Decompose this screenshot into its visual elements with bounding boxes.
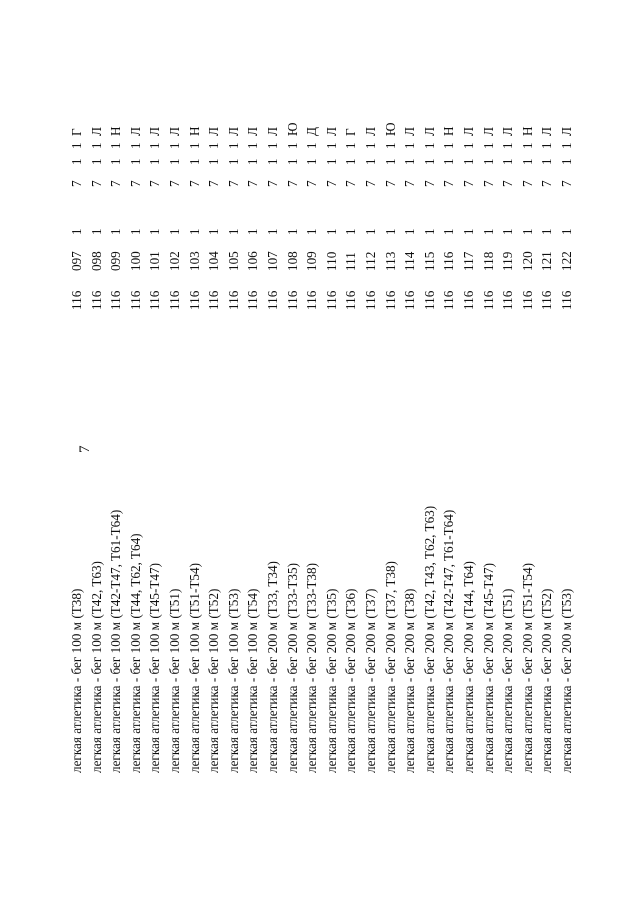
discipline-name: легкая атлетика - бег 100 м (T53): [225, 588, 241, 773]
discipline-name: легкая атлетика - бег 200 м (T51): [500, 588, 516, 773]
code-digit-2: 7: [382, 180, 398, 187]
code-digit-1: 1: [323, 228, 339, 235]
code-number: 111: [343, 252, 359, 271]
code-number: 110: [323, 251, 339, 271]
code-group: 116: [461, 290, 476, 310]
code-group: 116: [265, 290, 280, 310]
code-letter: Н: [186, 126, 202, 136]
code-number: 102: [167, 251, 182, 271]
code-group: 116: [519, 290, 535, 310]
discipline-name: легкая атлетика - бег 100 м (T42, T63): [88, 561, 104, 773]
code-group: 116: [500, 290, 516, 310]
code-digit-2: 7: [127, 180, 143, 187]
code-digit-1: 1: [108, 228, 124, 235]
table-row: [127, 0, 145, 905]
code-letter: Л: [206, 127, 222, 136]
code-group: 116: [421, 290, 437, 310]
code-digit-2: 7: [363, 180, 378, 187]
code-digit-2: 7: [323, 180, 339, 187]
discipline-name: легкая атлетика - бег 200 м (T38): [402, 588, 418, 773]
code-digit-2: 7: [304, 180, 320, 187]
code-digit-2: 7: [480, 180, 496, 187]
code-digit-3: 1: [69, 158, 84, 165]
code-number: 116: [441, 251, 457, 271]
code-letter: Д: [304, 127, 320, 136]
code-digit-4: 1: [265, 142, 280, 149]
sport-discipline-table: [68, 0, 578, 905]
code-digit-2: 7: [500, 180, 516, 187]
code-group: 116: [402, 290, 418, 310]
code-group: 116: [363, 290, 378, 310]
code-group: 116: [69, 290, 84, 310]
code-digit-1: 1: [559, 228, 574, 235]
code-digit-2: 7: [108, 180, 124, 187]
code-digit-4: 1: [323, 142, 339, 149]
code-letter: Л: [127, 127, 143, 136]
code-digit-2: 7: [284, 180, 300, 187]
discipline-name: легкая атлетика - бег 200 м (T33-T38): [304, 563, 320, 773]
code-number: 114: [402, 251, 418, 271]
table-row: [558, 0, 576, 905]
discipline-name: легкая атлетика - бег 100 м (T44, T62, T64): [127, 533, 143, 773]
code-digit-4: 1: [147, 142, 163, 149]
code-group: 116: [441, 290, 457, 310]
code-digit-2: 7: [69, 180, 84, 187]
code-digit-4: 1: [108, 142, 124, 149]
code-digit-1: 1: [441, 228, 457, 235]
code-digit-3: 1: [245, 158, 261, 165]
code-letter: Н: [441, 126, 457, 136]
code-digit-4: 1: [480, 142, 496, 149]
code-group: 116: [304, 290, 320, 310]
code-group: 116: [167, 290, 182, 310]
table-row: [421, 0, 439, 905]
discipline-name: легкая атлетика - бег 200 м (T33, T34): [265, 561, 280, 773]
table-row: [480, 0, 498, 905]
code-digit-4: 1: [127, 142, 143, 149]
discipline-name: легкая атлетика - бег 100 м (T45-T47): [147, 563, 163, 773]
code-digit-4: 1: [343, 142, 359, 149]
code-digit-1: 1: [421, 228, 437, 235]
code-letter: Л: [402, 127, 418, 136]
discipline-name: легкая атлетика - бег 200 м (T53): [559, 588, 574, 773]
code-letter: Л: [363, 127, 378, 136]
code-number: 100: [127, 251, 143, 271]
code-group: 116: [206, 290, 222, 310]
code-digit-1: 1: [304, 228, 320, 235]
discipline-name: легкая атлетика - бег 200 м (T45-T47): [480, 563, 496, 773]
code-letter: Л: [559, 127, 574, 136]
table-row: [146, 0, 164, 905]
code-digit-1: 1: [343, 228, 359, 235]
code-digit-3: 1: [265, 158, 280, 165]
code-digit-3: 1: [88, 158, 104, 165]
code-digit-1: 1: [167, 228, 182, 235]
table-row: [538, 0, 556, 905]
code-letter: Л: [500, 127, 516, 136]
code-digit-3: 1: [500, 158, 516, 165]
code-number: 099: [108, 251, 124, 271]
discipline-name: легкая атлетика - бег 100 м (T52): [206, 588, 222, 773]
discipline-name: легкая атлетика - бег 200 м (T44, T64): [461, 561, 476, 773]
code-digit-4: 1: [382, 142, 398, 149]
code-letter: Л: [265, 127, 280, 136]
table-row: [362, 0, 380, 905]
code-digit-2: 7: [167, 180, 182, 187]
code-number: 101: [147, 251, 163, 271]
table-row: [88, 0, 106, 905]
code-group: 116: [108, 290, 124, 310]
code-number: 098: [88, 251, 104, 271]
discipline-name: легкая атлетика - бег 200 м (T37, T38): [382, 561, 398, 773]
code-letter: Л: [421, 127, 437, 136]
table-row: [107, 0, 125, 905]
code-letter: Л: [225, 127, 241, 136]
code-letter: Л: [88, 127, 104, 136]
code-number: 109: [304, 251, 320, 271]
code-number: 113: [382, 251, 398, 271]
code-digit-3: 1: [421, 158, 437, 165]
code-digit-4: 1: [559, 142, 574, 149]
table-row: [519, 0, 537, 905]
table-row: [323, 0, 341, 905]
code-digit-4: 1: [539, 142, 555, 149]
code-digit-1: 1: [206, 228, 222, 235]
code-digit-4: 1: [519, 142, 535, 149]
code-digit-3: 1: [363, 158, 378, 165]
table-row: [440, 0, 458, 905]
code-digit-1: 1: [402, 228, 418, 235]
table-row: [460, 0, 478, 905]
code-digit-2: 7: [265, 180, 280, 187]
code-digit-2: 7: [88, 180, 104, 187]
code-digit-3: 1: [127, 158, 143, 165]
code-digit-2: 7: [225, 180, 241, 187]
code-group: 116: [539, 290, 555, 310]
code-number: 106: [245, 251, 261, 271]
code-digit-2: 7: [402, 180, 418, 187]
code-digit-4: 1: [304, 142, 320, 149]
code-digit-4: 1: [206, 142, 222, 149]
code-number: 119: [500, 251, 516, 271]
code-digit-1: 1: [480, 228, 496, 235]
code-digit-3: 1: [559, 158, 574, 165]
code-number: 112: [363, 251, 378, 271]
code-group: 116: [127, 290, 143, 310]
code-number: 105: [225, 251, 241, 271]
code-digit-3: 1: [480, 158, 496, 165]
table-row: [205, 0, 223, 905]
table-row: [284, 0, 302, 905]
code-letter: Л: [147, 127, 163, 136]
code-digit-1: 1: [500, 228, 516, 235]
code-digit-3: 1: [186, 158, 202, 165]
code-letter: Ю: [284, 122, 300, 136]
code-digit-4: 1: [167, 142, 182, 149]
code-digit-2: 7: [343, 180, 359, 187]
code-number: 118: [480, 251, 496, 271]
code-group: 116: [480, 290, 496, 310]
code-number: 107: [265, 251, 280, 271]
code-digit-4: 1: [186, 142, 202, 149]
code-digit-4: 1: [88, 142, 104, 149]
code-digit-3: 1: [225, 158, 241, 165]
code-number: 115: [421, 251, 437, 271]
code-digit-1: 1: [284, 228, 300, 235]
code-letter: Г: [69, 128, 84, 136]
table-row: [382, 0, 400, 905]
code-letter: Л: [461, 127, 476, 136]
discipline-name: легкая атлетика - бег 200 м (T42-T47, T61-T64): [441, 509, 457, 773]
code-digit-3: 1: [402, 158, 418, 165]
discipline-name: легкая атлетика - бег 100 м (T51): [167, 588, 182, 773]
discipline-name: легкая атлетика - бег 200 м (T42, T43, T62, T63): [421, 505, 437, 773]
code-number: 120: [519, 251, 535, 271]
code-digit-3: 1: [147, 158, 163, 165]
code-digit-3: 1: [108, 158, 124, 165]
code-letter: Н: [108, 126, 124, 136]
code-group: 116: [186, 290, 202, 310]
code-group: 116: [382, 290, 398, 310]
code-group: 116: [88, 290, 104, 310]
table-row: [499, 0, 517, 905]
code-group: 116: [147, 290, 163, 310]
code-digit-1: 1: [245, 228, 261, 235]
code-letter: Л: [480, 127, 496, 136]
code-digit-2: 7: [441, 180, 457, 187]
code-digit-1: 1: [127, 228, 143, 235]
code-number: 104: [206, 251, 222, 271]
code-letter: Л: [245, 127, 261, 136]
code-group: 116: [284, 290, 300, 310]
code-digit-4: 1: [421, 142, 437, 149]
code-group: 116: [245, 290, 261, 310]
code-digit-2: 7: [186, 180, 202, 187]
code-digit-3: 1: [382, 158, 398, 165]
code-digit-3: 1: [323, 158, 339, 165]
discipline-name: легкая атлетика - бег 200 м (T35): [323, 588, 339, 773]
code-letter: Ю: [382, 122, 398, 136]
code-digit-1: 1: [382, 228, 398, 235]
code-digit-1: 1: [363, 228, 378, 235]
discipline-name: легкая атлетика - бег 200 м (T51-T54): [519, 563, 535, 773]
code-digit-3: 1: [284, 158, 300, 165]
code-letter: Г: [343, 128, 359, 136]
code-digit-1: 1: [539, 228, 555, 235]
discipline-name: легкая атлетика - бег 200 м (T33-T35): [284, 563, 300, 773]
code-digit-1: 1: [186, 228, 202, 235]
code-letter: Н: [519, 126, 535, 136]
table-row: [225, 0, 243, 905]
code-digit-4: 1: [284, 142, 300, 149]
table-row: [401, 0, 419, 905]
code-letter: Л: [167, 127, 182, 136]
code-digit-3: 1: [441, 158, 457, 165]
code-letter: Л: [539, 127, 555, 136]
code-digit-4: 1: [363, 142, 378, 149]
page-number: 7: [77, 445, 93, 453]
code-group: 116: [343, 290, 359, 310]
code-digit-2: 7: [206, 180, 222, 187]
code-digit-2: 7: [421, 180, 437, 187]
table-row: [342, 0, 360, 905]
code-digit-1: 1: [265, 228, 280, 235]
discipline-name: легкая атлетика - бег 200 м (T37): [363, 588, 378, 773]
code-letter: Л: [323, 127, 339, 136]
code-group: 116: [559, 290, 574, 310]
code-digit-3: 1: [519, 158, 535, 165]
table-row: [244, 0, 262, 905]
code-digit-2: 7: [519, 180, 535, 187]
discipline-name: легкая атлетика - бег 200 м (T52): [539, 588, 555, 773]
discipline-name: легкая атлетика - бег 100 м (T42-T47, T61-T64): [108, 509, 124, 773]
code-digit-3: 1: [206, 158, 222, 165]
code-digit-4: 1: [500, 142, 516, 149]
code-digit-3: 1: [167, 158, 182, 165]
code-digit-1: 1: [88, 228, 104, 235]
code-digit-4: 1: [461, 142, 476, 149]
table-row: [264, 0, 282, 905]
code-digit-3: 1: [539, 158, 555, 165]
code-digit-1: 1: [461, 228, 476, 235]
table-row: [303, 0, 321, 905]
code-digit-4: 1: [245, 142, 261, 149]
code-number: 103: [186, 251, 202, 271]
code-digit-3: 1: [304, 158, 320, 165]
code-digit-4: 1: [441, 142, 457, 149]
code-number: 097: [69, 251, 84, 271]
code-digit-3: 1: [461, 158, 476, 165]
code-digit-2: 7: [559, 180, 574, 187]
code-number: 122: [559, 251, 574, 271]
code-digit-4: 1: [402, 142, 418, 149]
table-row: [186, 0, 204, 905]
discipline-name: легкая атлетика - бег 100 м (T54): [245, 588, 261, 773]
discipline-name: легкая атлетика - бег 100 м (T38): [69, 588, 84, 773]
discipline-name: легкая атлетика - бег 100 м (T51-T54): [186, 563, 202, 773]
code-group: 116: [225, 290, 241, 310]
code-digit-2: 7: [539, 180, 555, 187]
table-row: [68, 0, 86, 905]
code-digit-1: 1: [519, 228, 535, 235]
code-digit-4: 1: [69, 142, 84, 149]
code-digit-2: 7: [147, 180, 163, 187]
discipline-name: легкая атлетика - бег 200 м (T36): [343, 588, 359, 773]
code-digit-1: 1: [147, 228, 163, 235]
code-digit-2: 7: [461, 180, 476, 187]
code-number: 121: [539, 251, 555, 271]
code-number: 108: [284, 251, 300, 271]
code-digit-2: 7: [245, 180, 261, 187]
code-digit-1: 1: [69, 228, 84, 235]
code-digit-1: 1: [225, 228, 241, 235]
code-number: 117: [461, 251, 476, 271]
code-group: 116: [323, 290, 339, 310]
code-digit-3: 1: [343, 158, 359, 165]
table-row: [166, 0, 184, 905]
code-digit-4: 1: [225, 142, 241, 149]
